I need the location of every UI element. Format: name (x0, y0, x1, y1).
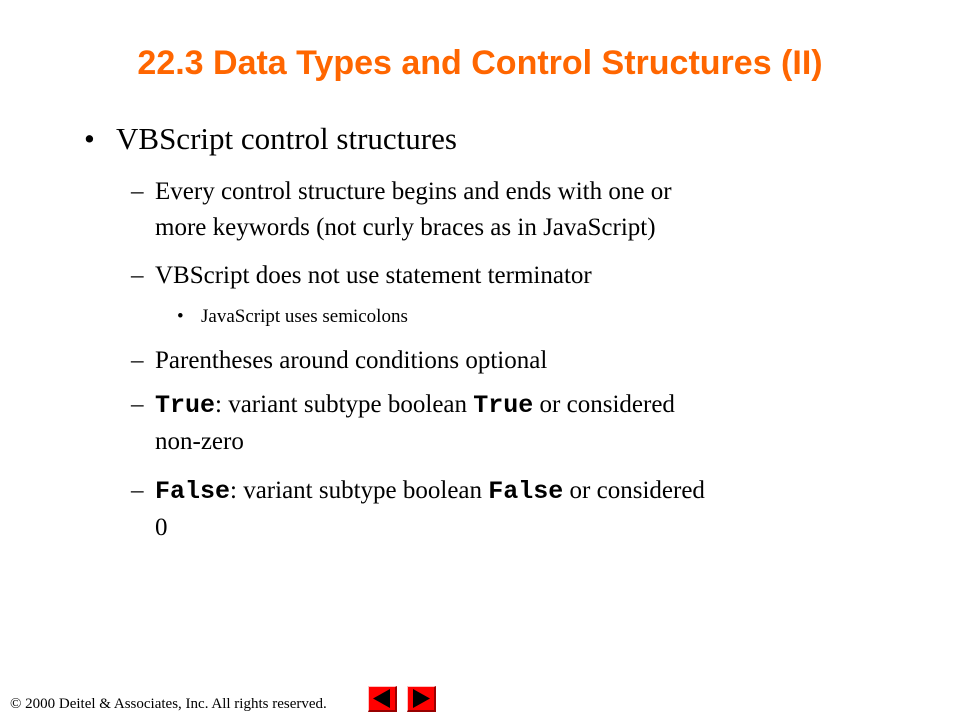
sub-bullet-text-line2: non-zero (155, 428, 244, 455)
sub-bullet-text: Parentheses around conditions optional (155, 347, 548, 374)
dash-mark: – (131, 477, 144, 504)
dash-mark: – (131, 262, 144, 289)
sub-bullet-text-line2: 0 (155, 514, 168, 541)
bullet-text: VBScript control structures (116, 121, 457, 156)
sub-bullet-text-line1: Every control structure begins and ends with one or (155, 178, 672, 205)
sub-bullet-parentheses (131, 343, 547, 379)
dash-mark: – (131, 391, 144, 418)
sub-bullet-text: or considered (533, 391, 675, 418)
sub-bullet-text: VBScript does not use statement terminator (155, 262, 592, 289)
code-true: True (155, 391, 216, 420)
bullet-vbscript-control-structures (84, 121, 457, 157)
arrow-left-icon (369, 687, 395, 710)
bullet-mark: • (84, 121, 95, 156)
sub-sub-bullet-semicolons (177, 302, 408, 332)
sub-bullet-true (131, 387, 675, 460)
sub-bullet-text: : variant subtype boolean (230, 477, 489, 504)
sub-bullet-false (131, 473, 705, 546)
sub-bullet-text: or considered (563, 477, 705, 504)
sub-bullet-text: : variant subtype boolean (215, 391, 474, 418)
code-false: False (488, 477, 564, 506)
dash-mark: – (131, 347, 144, 374)
slide-title: 22.3 Data Types and Control Structures (II) (137, 44, 823, 82)
dash-mark: – (131, 178, 144, 205)
sub-bullet-no-statement-terminator (131, 258, 592, 294)
sub-bullet-text-line2: more keywords (not curly braces as in JavaScript) (155, 214, 656, 241)
copyright-footer: © 2000 Deitel & Associates, Inc. All rights reserved. (10, 696, 327, 712)
previous-slide-button[interactable] (368, 686, 397, 712)
code-false: False (155, 477, 231, 506)
sub-sub-bullet-text: JavaScript uses semicolons (201, 306, 408, 327)
sub-bullet-every-control-structure (131, 174, 672, 246)
next-slide-button[interactable] (407, 686, 436, 712)
arrow-right-icon (408, 687, 434, 710)
sub-sub-bullet-mark: • (177, 306, 184, 327)
code-true: True (473, 391, 534, 420)
